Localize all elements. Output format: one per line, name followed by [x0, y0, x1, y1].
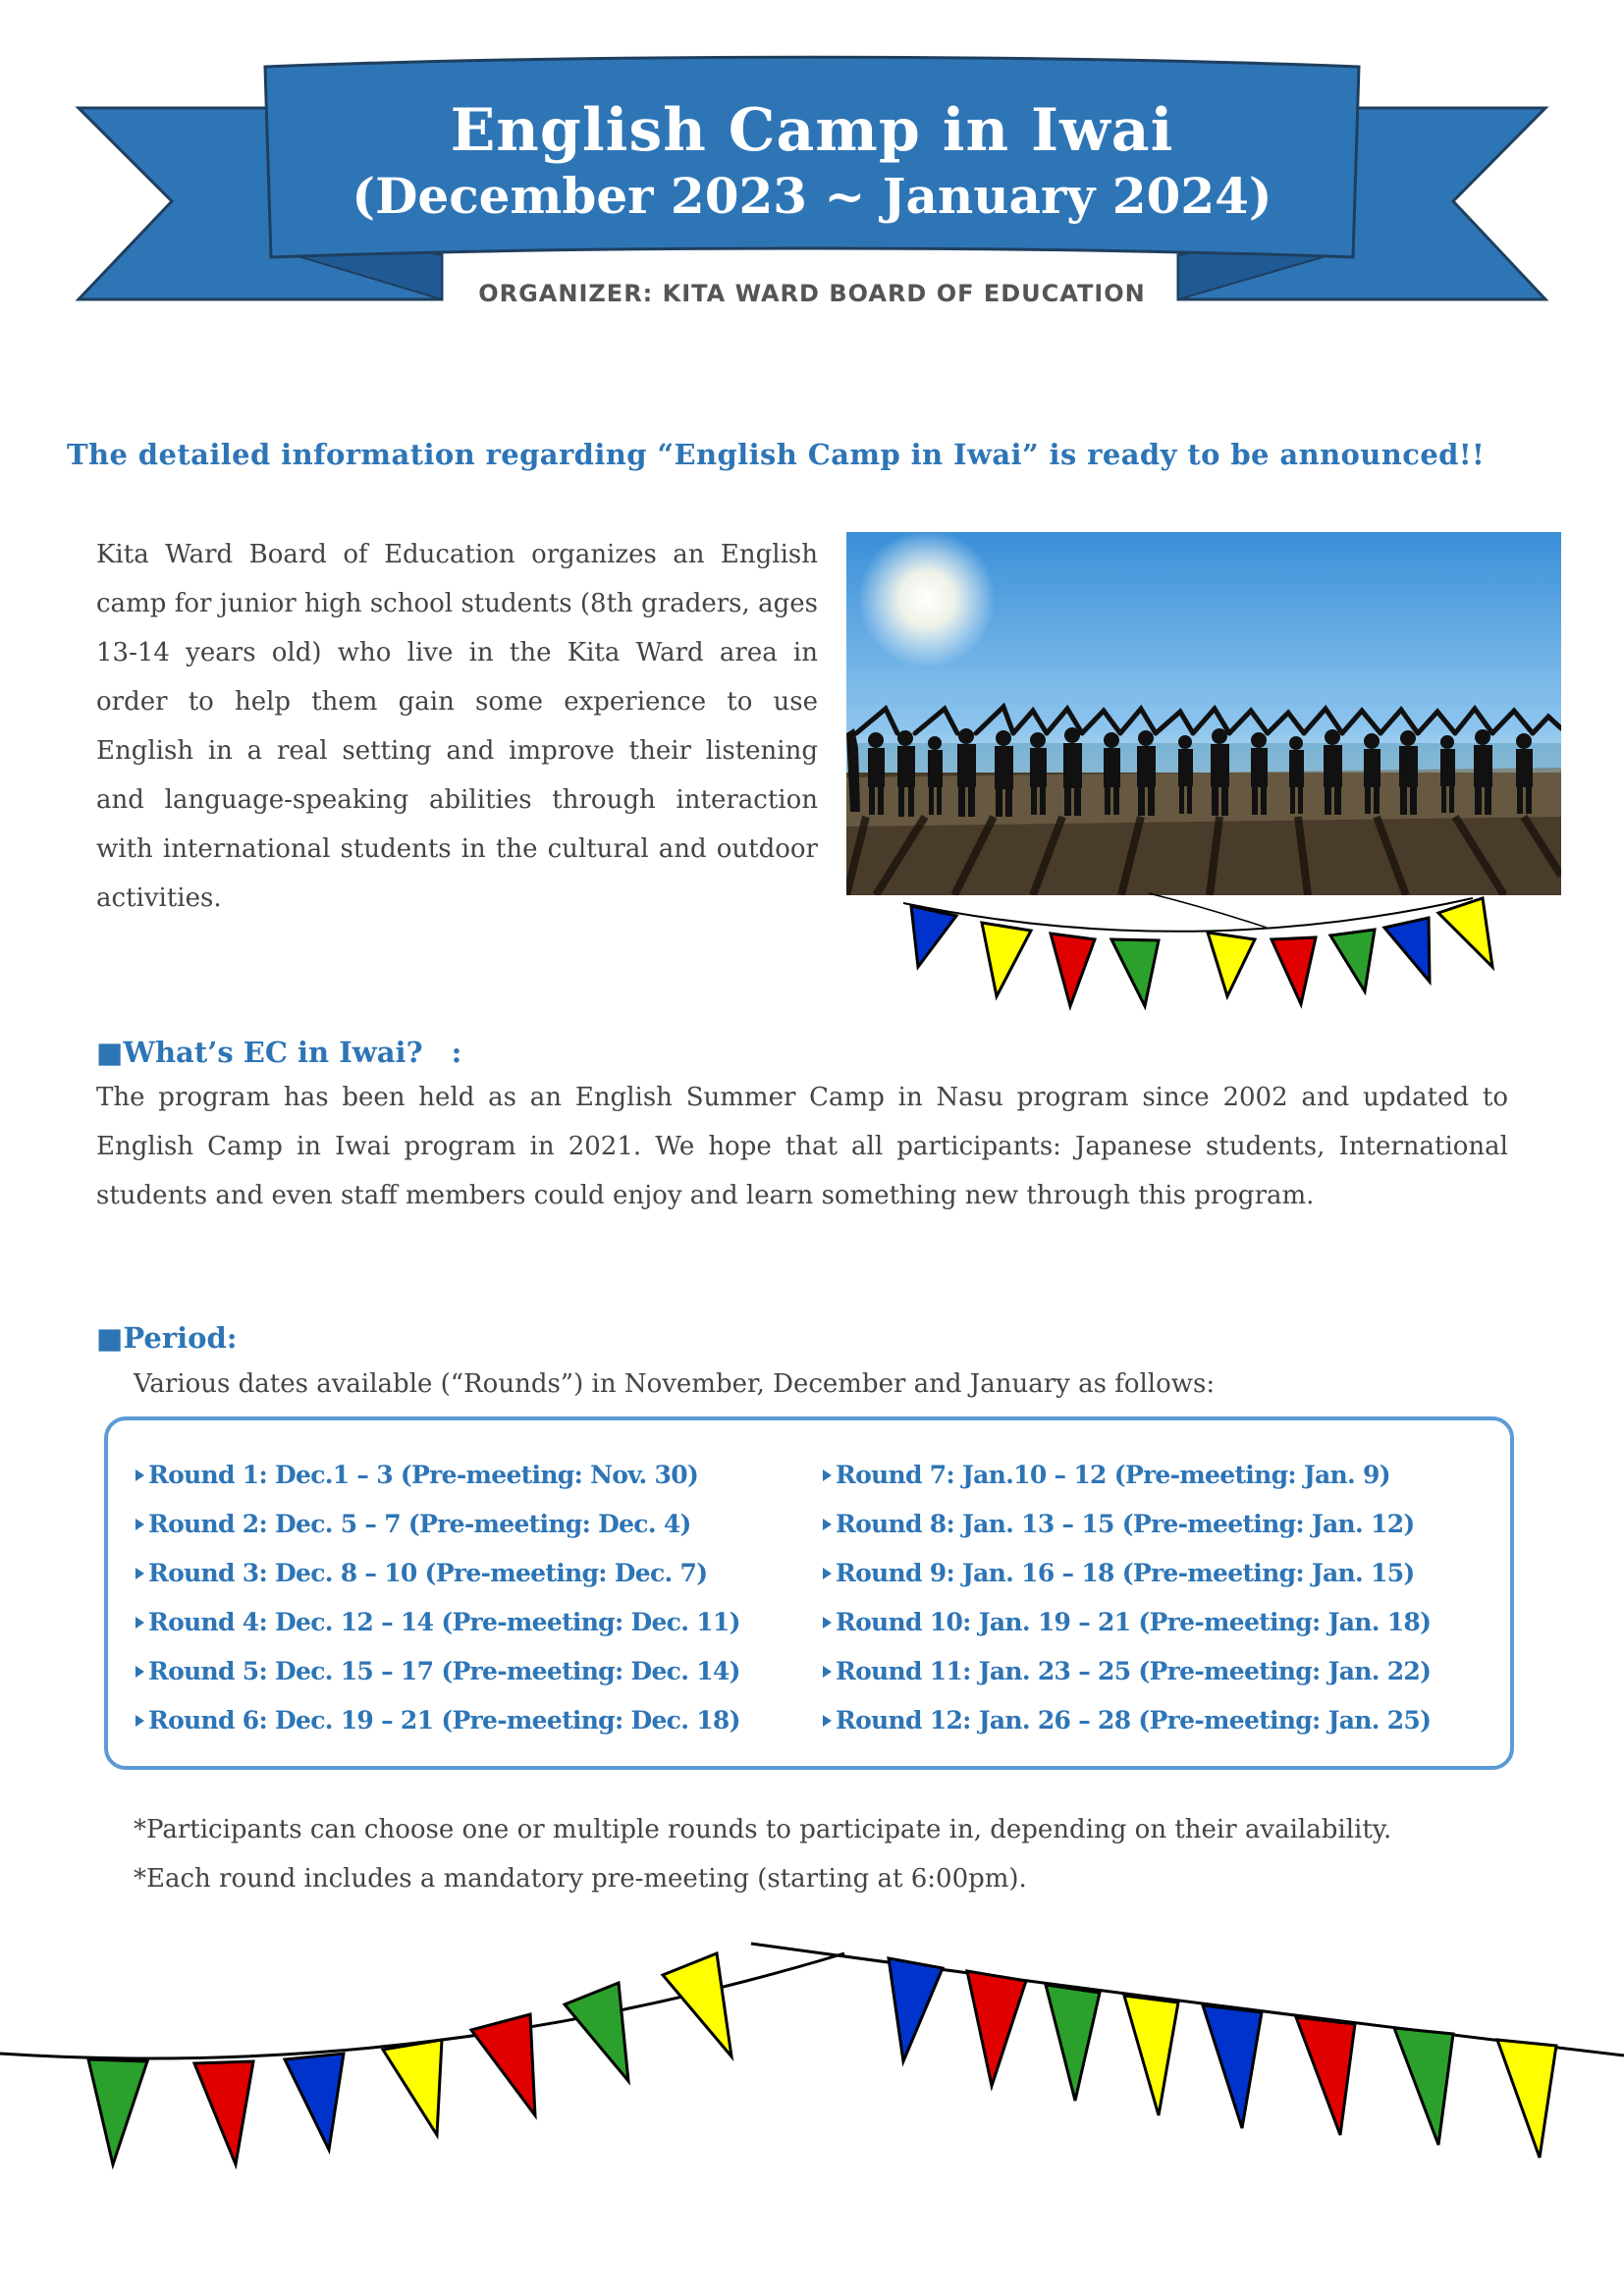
announcement-headline: The detailed information regarding “English Camp in Iwai” is ready to be announced!!	[67, 438, 1486, 471]
what-paragraph: The program has been held as an English Summer Camp in Nasu program since 2002 and updated to English Camp in Iwai program in 2021. We hope that all participants: Japanese students, International students and even staff members could enjoy and learn something new through this program.	[96, 1083, 1508, 1210]
bullet-triangle-icon	[135, 1715, 144, 1727]
bullet-triangle-icon	[823, 1617, 832, 1629]
round-item: Round 6: Dec. 19 – 21 (Pre-meeting: Dec. 18)	[135, 1696, 740, 1745]
round-item: Round 8: Jan. 13 – 15 (Pre-meeting: Jan. 12)	[823, 1500, 1431, 1549]
round-item: Round 7: Jan.10 – 12 (Pre-meeting: Jan. 9)	[823, 1451, 1431, 1500]
round-item: Round 11: Jan. 23 – 25 (Pre-meeting: Jan. 22)	[823, 1647, 1431, 1696]
page-title: English Camp in Iwai	[450, 96, 1174, 165]
bullet-triangle-icon	[135, 1469, 144, 1481]
round-item: Round 5: Dec. 15 – 17 (Pre-meeting: Dec. 14)	[135, 1647, 740, 1696]
bullet-triangle-icon	[823, 1666, 832, 1678]
bullet-triangle-icon	[135, 1617, 144, 1629]
bunting-decoration-bottom	[0, 1934, 1624, 2189]
bullet-triangle-icon	[823, 1568, 832, 1579]
rounds-list-january	[823, 1451, 1431, 1745]
bullet-triangle-icon	[135, 1568, 144, 1579]
round-item: Round 1: Dec.1 – 3 (Pre-meeting: Nov. 30)	[135, 1451, 740, 1500]
intro-paragraph: Kita Ward Board of Education organizes an English camp for junior high school students (8th graders, ages 13-14 years old) who live in the Kita Ward area in order to help them gain some experience to use English in a real setting and improve their listening and language-speaking abilities through interaction with international students in the cultural and outdoor activities.	[96, 540, 818, 913]
note-pre-meeting: *Each round includes a mandatory pre-meeting (starting at 6:00pm).	[134, 1864, 1027, 1894]
bullet-triangle-icon	[823, 1715, 832, 1727]
round-item: Round 10: Jan. 19 – 21 (Pre-meeting: Jan. 18)	[823, 1598, 1431, 1647]
period-intro-text: Various dates available (“Rounds”) in November, December and January as follows:	[134, 1369, 1216, 1399]
round-item: Round 9: Jan. 16 – 18 (Pre-meeting: Jan. 15)	[823, 1549, 1431, 1598]
bullet-triangle-icon	[823, 1469, 832, 1481]
bullet-triangle-icon	[135, 1666, 144, 1678]
note-multiple-rounds: *Participants can choose one or multiple rounds to participate in, depending on their availability.	[134, 1815, 1392, 1844]
beach-silhouettes-photo	[846, 532, 1561, 895]
round-item: Round 2: Dec. 5 – 7 (Pre-meeting: Dec. 4)	[135, 1500, 740, 1549]
rounds-list-december	[135, 1451, 740, 1745]
round-item: Round 4: Dec. 12 – 14 (Pre-meeting: Dec. 11)	[135, 1598, 740, 1647]
section-heading-period: ■Period:	[96, 1321, 238, 1355]
round-item: Round 12: Jan. 26 – 28 (Pre-meeting: Jan. 25)	[823, 1696, 1431, 1745]
bullet-triangle-icon	[823, 1519, 832, 1530]
page-subtitle-dates: (December 2023 ~ January 2024)	[352, 167, 1272, 225]
bullet-triangle-icon	[135, 1519, 144, 1530]
round-item: Round 3: Dec. 8 – 10 (Pre-meeting: Dec. 7)	[135, 1549, 740, 1598]
organizer-label: ORGANIZER: KITA WARD BOARD OF EDUCATION	[478, 280, 1146, 307]
bunting-decoration-top	[884, 869, 1512, 1026]
section-heading-what: ■What’s EC in Iwai? :	[96, 1036, 462, 1069]
